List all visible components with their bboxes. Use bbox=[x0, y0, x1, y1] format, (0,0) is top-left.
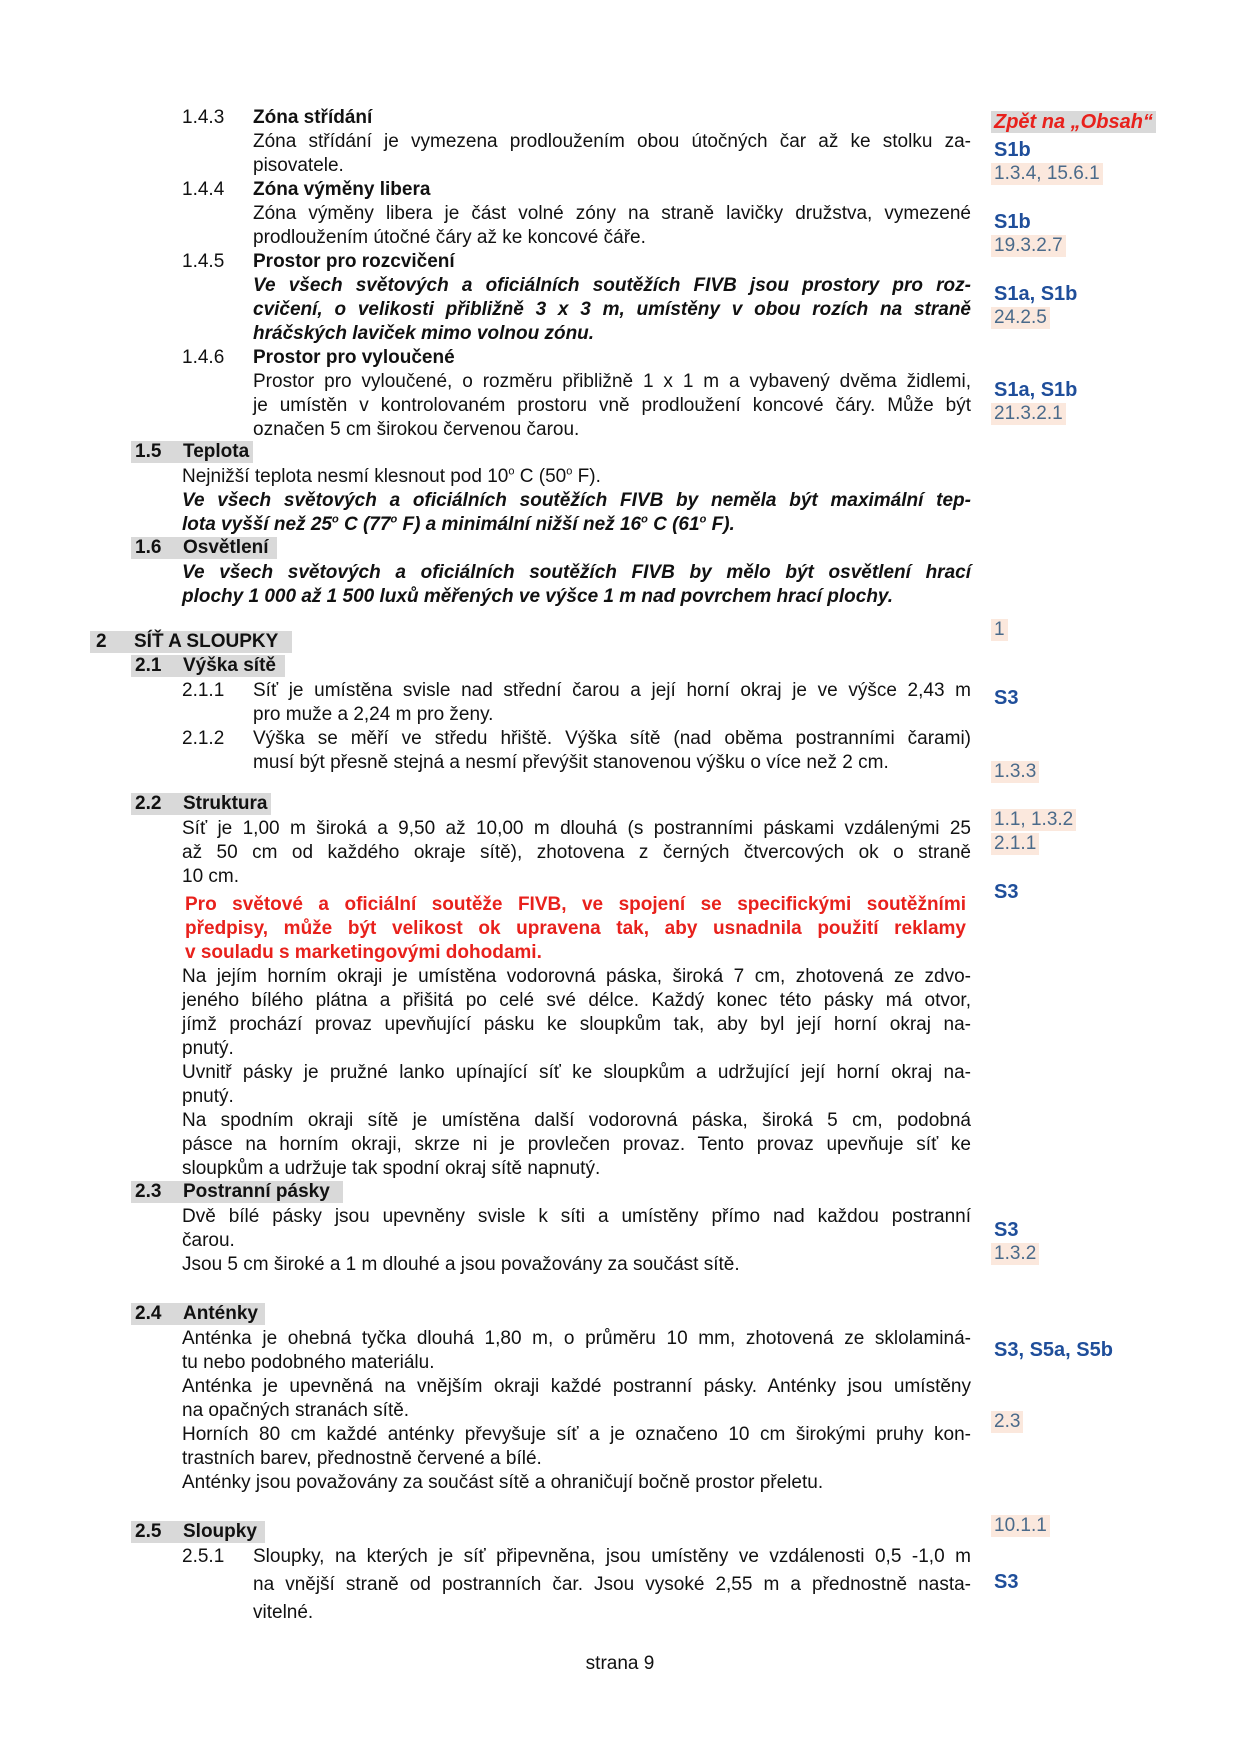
section-header bbox=[131, 1181, 343, 1203]
paragraph-line: označen 5 cm širokou červenou čarou. bbox=[253, 419, 580, 440]
margin-ref-link[interactable]: 1.1, 1.3.2 bbox=[991, 809, 1076, 831]
margin-ref-link[interactable]: S3 bbox=[994, 687, 1019, 709]
section-title: Struktura bbox=[183, 793, 268, 814]
section-number: 1.5 bbox=[135, 441, 162, 462]
paragraph-line: Sloupky, na kterých je síť připevněna, jsou umístěny ve vzdálenosti 0,5 -1,0 m bbox=[253, 1546, 971, 1567]
highlighted-paragraph-line: v souladu s marketingovými dohodami. bbox=[185, 942, 542, 963]
paragraph-line: Síť je 1,00 m široká a 9,50 až 10,00 m dlouhá (s postranními páskami vzdálenými 25 bbox=[182, 818, 971, 839]
section-number: 2.5 bbox=[135, 1521, 162, 1542]
section-header bbox=[131, 1521, 265, 1543]
margin-ref-link[interactable]: 24.2.5 bbox=[991, 307, 1050, 329]
paragraph-line: Nejnižší teplota nesmí klesnout pod 10$^o$ C (50$^o$ F). bbox=[182, 465, 601, 487]
paragraph-line: cvičení, o velikosti přibližně 3 x 3 m, umístěny v obou rozích na straně bbox=[253, 299, 971, 320]
margin-ref-link[interactable]: 19.3.2.7 bbox=[991, 235, 1066, 257]
paragraph-line: na opačných stranách sítě. bbox=[182, 1400, 410, 1421]
section-number: 2.1.2 bbox=[182, 728, 225, 749]
paragraph-line: Zóna výměny libera je část volné zóny na straně lavičky družstva, vymezené bbox=[253, 203, 971, 224]
section-number: 2.1 bbox=[135, 655, 162, 676]
section-title: Teplota bbox=[183, 441, 250, 462]
margin-ref-link[interactable]: 2.3 bbox=[991, 1411, 1023, 1433]
section-title: Zóna výměny libera bbox=[253, 179, 431, 200]
paragraph-line: na vnější straně od postranních čar. Jsou vysoké 2,55 m a přednostně nasta- bbox=[253, 1574, 971, 1595]
paragraph-line: lota vyšší než 25$^o$ C (77$^o$ F) a minimální nižší než 16$^o$ C (61$^o$ F). bbox=[182, 513, 735, 535]
margin-ref-link[interactable]: S1a, S1b bbox=[994, 283, 1078, 305]
paragraph-line: 10 cm. bbox=[182, 866, 240, 887]
paragraph-line: musí být přesně stejná a nesmí převýšit stanovenou výšku o více než 2 cm. bbox=[253, 752, 889, 773]
section-title: Prostor pro vyloučené bbox=[253, 347, 455, 368]
margin-ref-link[interactable]: S3 bbox=[994, 881, 1019, 903]
paragraph-line: Ve všech světových a oficiálních soutěžích FIVB jsou prostory pro roz- bbox=[253, 275, 971, 296]
chapter-title: SÍŤ A SLOUPKY bbox=[134, 631, 279, 652]
paragraph-line: Dvě bílé pásky jsou upevněny svisle k síti a umístěny přímo nad každou postranní bbox=[182, 1206, 971, 1227]
section-title: Výška sítě bbox=[183, 655, 276, 676]
paragraph-line: pnutý. bbox=[182, 1086, 234, 1107]
section-header bbox=[131, 1303, 265, 1325]
section-header bbox=[131, 537, 277, 559]
paragraph-line: vitelné. bbox=[253, 1602, 314, 1623]
highlighted-paragraph-line: předpisy, může být velikost ok upravena tak, aby usnadnila použití reklamy bbox=[185, 918, 966, 939]
margin-ref-link[interactable]: S1b bbox=[994, 211, 1031, 233]
paragraph-line: pro muže a 2,24 m pro ženy. bbox=[253, 704, 494, 725]
section-number: 1.6 bbox=[135, 537, 162, 558]
paragraph-line: jímž prochází provaz upevňující pásku ke sloupkům tak, aby byl její horní okraj na- bbox=[182, 1014, 971, 1035]
paragraph-line: sloupkům a udržuje tak spodní okraj sítě napnutý. bbox=[182, 1158, 601, 1179]
section-header bbox=[131, 441, 253, 463]
section-number: 1.4.6 bbox=[182, 347, 225, 368]
margin-ref-link[interactable]: 21.3.2.1 bbox=[991, 403, 1066, 425]
section-number: 1.4.4 bbox=[182, 179, 225, 200]
margin-ref-link[interactable]: S3, S5a, S5b bbox=[994, 1339, 1113, 1361]
section-title: Anténky bbox=[183, 1303, 258, 1324]
section-title: Postranní pásky bbox=[183, 1181, 330, 1202]
margin-ref-link[interactable]: S3 bbox=[994, 1571, 1019, 1593]
margin-ref-link[interactable]: 1 bbox=[991, 619, 1008, 641]
paragraph-line: jeného bílého plátna a přišitá po celé své délce. Každý konec této pásky má otvor, bbox=[182, 990, 971, 1011]
paragraph-line: Horních 80 cm každé anténky převyšuje síť a je označeno 10 cm širokými pruhy kon- bbox=[182, 1424, 971, 1445]
section-number: 2.3 bbox=[135, 1181, 162, 1202]
margin-ref-link[interactable]: 1.3.3 bbox=[991, 761, 1039, 783]
section-title: Prostor pro rozcvičení bbox=[253, 251, 455, 272]
section-header bbox=[131, 793, 271, 815]
margin-ref-link[interactable]: 1.3.4, 15.6.1 bbox=[991, 163, 1103, 185]
paragraph-line: Prostor pro vyloučené, o rozměru přibližně 1 x 1 m a vybavený dvěma židlemi, bbox=[253, 371, 971, 392]
paragraph-line: Ve všech světových a oficiálních soutěžích FIVB by neměla být maximální tep- bbox=[182, 490, 971, 511]
paragraph-line: trastních barev, přednostně červené a bílé. bbox=[182, 1448, 542, 1469]
paragraph-line: Výška se měří ve středu hřiště. Výška sítě (nad oběma postranními čarami) bbox=[253, 728, 971, 749]
page-number: strana 9 bbox=[585, 1653, 655, 1674]
margin-ref-link[interactable]: S1b bbox=[994, 139, 1031, 161]
highlighted-paragraph-line: Pro světové a oficiální soutěže FIVB, ve spojení se specifickými soutěžními bbox=[185, 894, 966, 915]
paragraph-line: Anténky jsou považovány za součást sítě a ohraničují bočně prostor přeletu. bbox=[182, 1472, 824, 1493]
paragraph-line: Zóna střídání je vymezena prodloužením obou útočných čar až ke stolku za- bbox=[253, 131, 971, 152]
paragraph-line: prodloužením útočné čáry až ke koncové čáře. bbox=[253, 227, 646, 248]
section-number: 2.2 bbox=[135, 793, 162, 814]
paragraph-line: hráčských laviček mimo volnou zónu. bbox=[253, 323, 595, 344]
section-number: 2.5.1 bbox=[182, 1546, 225, 1567]
paragraph-line: Jsou 5 cm široké a 1 m dlouhé a jsou považovány za součást sítě. bbox=[182, 1254, 740, 1275]
paragraph-line: pásce na horním okraji, skrze ni je provlečen provaz. Tento provaz upevňuje síť ke bbox=[182, 1134, 971, 1155]
paragraph-line: Ve všech světových a oficiálních soutěžích FIVB by mělo být osvětlení hrací bbox=[182, 562, 971, 583]
section-title: Zóna střídání bbox=[253, 107, 373, 128]
margin-ref-link[interactable]: S3 bbox=[994, 1219, 1019, 1241]
paragraph-line: až 50 cm od každého okraje sítě), zhotovena z černých čtvercových ok o straně bbox=[182, 842, 971, 863]
margin-ref-link[interactable]: S1a, S1b bbox=[994, 379, 1078, 401]
section-number: 2.1.1 bbox=[182, 680, 225, 701]
section-number: 1.4.3 bbox=[182, 107, 225, 128]
margin-ref-link[interactable]: 2.1.1 bbox=[991, 833, 1039, 855]
section-header bbox=[131, 655, 285, 677]
paragraph-line: plochy 1 000 až 1 500 luxů měřených ve výšce 1 m nad povrchem hrací plochy. bbox=[182, 586, 894, 607]
paragraph-line: Síť je umístěna svisle nad střední čarou a její horní okraj je ve výšce 2,43 m bbox=[253, 680, 971, 701]
section-number: 2.4 bbox=[135, 1303, 162, 1324]
paragraph-line: pnutý. bbox=[182, 1038, 234, 1059]
paragraph-line: čarou. bbox=[182, 1230, 235, 1251]
paragraph-line: pisovatele. bbox=[253, 155, 344, 176]
section-title: Osvětlení bbox=[183, 537, 269, 558]
back-to-contents-link[interactable]: Zpět na „Obsah“ bbox=[991, 111, 1156, 133]
paragraph-line: Anténka je ohebná tyčka dlouhá 1,80 m, o průměru 10 mm, zhotovená ze sklolaminá- bbox=[182, 1328, 971, 1349]
margin-ref-link[interactable]: 1.3.2 bbox=[991, 1243, 1039, 1265]
paragraph-line: Uvnitř pásky je pružné lanko upínající síť ke sloupkům a udržující její horní okraj na- bbox=[182, 1062, 971, 1083]
section-number: 1.4.5 bbox=[182, 251, 225, 272]
paragraph-line: tu nebo podobného materiálu. bbox=[182, 1352, 435, 1373]
paragraph-line: Na spodním okraji sítě je umístěna další vodorovná páska, široká 5 cm, podobná bbox=[182, 1110, 971, 1131]
paragraph-line: Na jejím horním okraji je umístěna vodorovná páska, široká 7 cm, zhotovená ze zdvo- bbox=[182, 966, 971, 987]
chapter-number: 2 bbox=[96, 631, 107, 652]
section-title: Sloupky bbox=[183, 1521, 257, 1542]
paragraph-line: je umístěn v kontrolovaném prostoru vně prodloužení koncové čáry. Může být bbox=[253, 395, 971, 416]
chapter-header bbox=[90, 631, 292, 653]
paragraph-line: Anténka je upevněná na vnějším okraji každé postranní pásky. Anténky jsou umístěny bbox=[182, 1376, 971, 1397]
margin-ref-link[interactable]: 10.1.1 bbox=[991, 1515, 1050, 1537]
